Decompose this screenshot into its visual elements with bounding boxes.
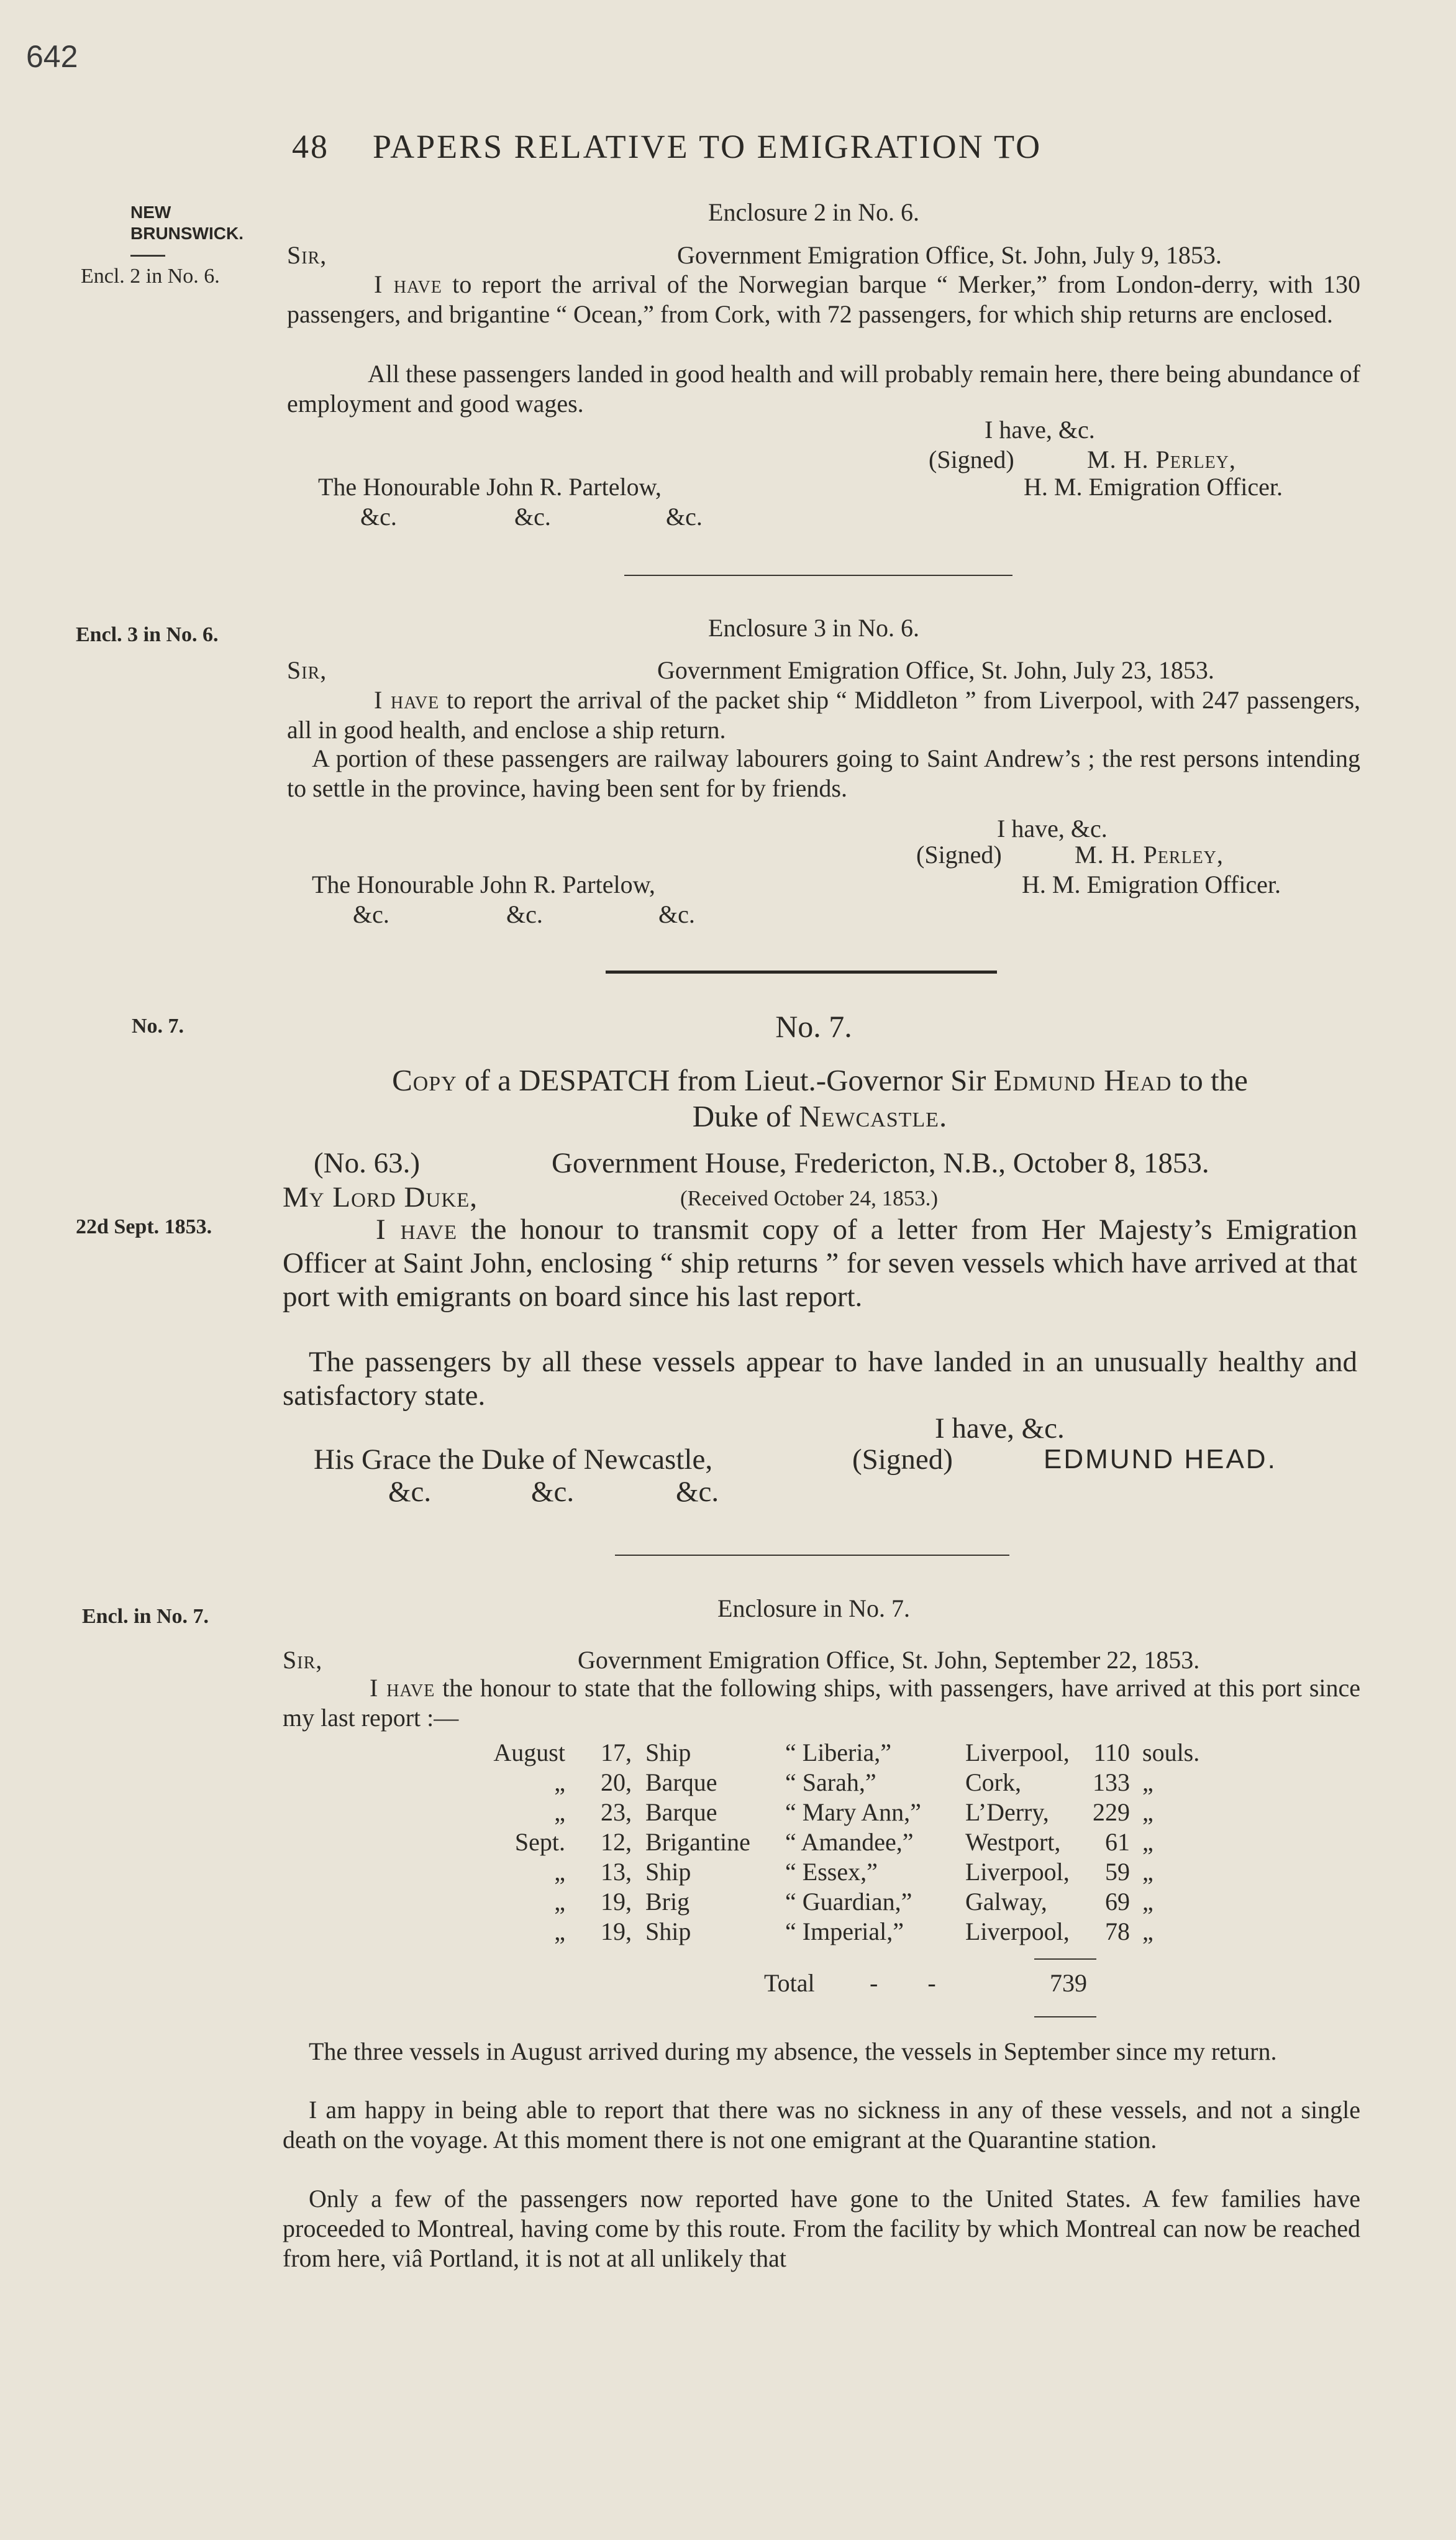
margin-encl-7: Encl. in No. 7. [82, 1605, 209, 1628]
ship-port: L’Derry, [965, 1798, 1049, 1826]
no7-p1-start: I have [376, 1213, 458, 1246]
ship-type: Brigantine [645, 1827, 750, 1856]
ship-month: August [493, 1738, 565, 1766]
no7-ref: (No. 63.) [314, 1147, 420, 1179]
ship-type: Ship [645, 1917, 691, 1945]
encl2-signed: (Signed) [929, 445, 1014, 473]
ship-name: “ Guardian,” [785, 1887, 912, 1916]
ship-unit: „ [1142, 1887, 1153, 1916]
no7-signer: EDMUND HEAD. [1044, 1444, 1277, 1474]
section-divider [624, 575, 1012, 576]
encl3-signed: (Signed) [916, 841, 1002, 869]
no7-title-duke: Duke of [692, 1099, 791, 1133]
encl7-paragraph-3: I am happy in being able to report that there was no sickness in any of these vessels, and not a single death on the voyage. At this moment there is not one emigrant at the Quarantine station. [283, 2096, 1360, 2154]
running-head-number: 48 [292, 128, 329, 165]
no7-title-line-2 [286, 1100, 1354, 1133]
ships-table [453, 1737, 1217, 1946]
encl3-p1-text: to report the arrival of the packet ship “ Middleton ” from Liverpool, with 247 passengers, all in good health, and enclose a ship return. [287, 686, 1361, 744]
no7-signed: (Signed) [852, 1443, 953, 1476]
no7-title-to: to the [1179, 1063, 1248, 1097]
ship-day: 20, [601, 1768, 632, 1796]
ship-unit: „ [1142, 1857, 1153, 1886]
no7-title-sender: Edmund Head [993, 1063, 1172, 1097]
no7-p1-text: the honour to transmit copy of a letter from Her Majesty’s Emigration Officer at Saint John, enclosing “ ship returns ” for seven vessels which have arrived at that port with emigrants on board since his last report. [283, 1213, 1358, 1313]
encl3-signer: M. H. Perley, [1075, 841, 1224, 869]
ship-count: 69 [1105, 1887, 1130, 1916]
section-divider-2 [615, 1555, 1009, 1556]
ship-port: Westport, [965, 1827, 1061, 1856]
ship-count: 59 [1105, 1857, 1130, 1886]
encl2-paragraph-2: All these passengers landed in good health and will probably remain here, there being abundance of employment and good wages. [287, 360, 1360, 418]
encl2-addressee: The Honourable John R. Partelow, [318, 473, 662, 501]
no7-received: (Received October 24, 1853.) [680, 1186, 938, 1210]
ship-port: Cork, [965, 1768, 1021, 1796]
total-value: 739 [1050, 1969, 1087, 1997]
ship-name: “ Mary Ann,” [785, 1798, 921, 1826]
ship-port: Liverpool, [965, 1738, 1070, 1766]
no7-etc-1: &c. [388, 1476, 432, 1508]
encl2-heading: Enclosure 2 in No. 6. [708, 198, 919, 226]
encl3-etc-3: &c. [658, 900, 695, 928]
ship-month: „ [554, 1887, 565, 1916]
no7-etc-3: &c. [676, 1476, 719, 1508]
total-rule-top [1034, 1958, 1096, 1960]
document-divider [606, 971, 997, 974]
ship-type: Ship [645, 1857, 691, 1886]
ship-row [453, 1797, 1217, 1827]
ship-month: „ [554, 1857, 565, 1886]
no7-addressee: His Grace the Duke of Newcastle, [314, 1443, 713, 1476]
encl2-p1-text: to report the arrival of the Norwegian barque “ Merker,” from London-derry, with 130 passengers, and brigantine “ Ocean,” from Cork, with 72 passengers, for which ship returns are enclosed. [287, 270, 1361, 328]
encl7-place-date: Government Emigration Office, St. John, September 22, 1853. [578, 1646, 1200, 1674]
no7-close: I have, &c. [935, 1412, 1065, 1445]
ship-unit: „ [1142, 1798, 1153, 1826]
margin-date: 22d Sept. 1853. [76, 1215, 212, 1238]
ship-name: “ Imperial,” [785, 1917, 904, 1945]
no7-title-newcastle: Newcastle. [799, 1099, 948, 1133]
encl3-paragraph-2: A portion of these passengers are railway labourers going to Saint Andrew’s ; the rest persons intending to settle in the province, having been sent for by friends. [287, 744, 1360, 802]
ship-port: Liverpool, [965, 1917, 1070, 1945]
total-dashes: - - [870, 1969, 936, 1997]
encl3-place-date: Government Emigration Office, St. John, July 23, 1853. [657, 656, 1214, 684]
encl7-paragraph-2: The three vessels in August arrived during my absence, the vessels in September since my return. [309, 2037, 1277, 2065]
encl3-etc-1: &c. [353, 900, 389, 928]
ship-day: 17, [601, 1738, 632, 1766]
encl7-heading: Enclosure in No. 7. [717, 1594, 910, 1622]
margin-no-7: No. 7. [132, 1015, 184, 1038]
encl7-paragraph-4: Only a few of the passengers now reported have gone to the United States. A few families have proceeded to Montreal, having come by this route. From the facility by which Montreal can now be reached from here, viâ Portland, it is not at all unlikely that [283, 2185, 1360, 2272]
ship-month: „ [554, 1917, 565, 1945]
ship-count: 229 [1093, 1798, 1130, 1826]
encl2-close: I have, &c. [985, 416, 1095, 444]
ship-row [453, 1827, 1217, 1857]
margin-encl-2: Encl. 2 in No. 6. [81, 265, 220, 288]
ship-row [453, 1857, 1217, 1886]
ship-count: 78 [1105, 1917, 1130, 1945]
ship-count: 133 [1093, 1768, 1130, 1796]
ship-type: Barque [645, 1798, 717, 1826]
total-label: Total [764, 1969, 815, 1997]
ship-name: “ Essex,” [785, 1857, 878, 1886]
ship-unit: „ [1142, 1827, 1153, 1856]
ship-day: 13, [601, 1857, 632, 1886]
ship-row [453, 1737, 1217, 1767]
encl2-signer-title: H. M. Emigration Officer. [1024, 473, 1283, 501]
ship-name: “ Amandee,” [785, 1827, 914, 1856]
encl7-p1-start: I have [370, 1674, 435, 1702]
no7-paragraph-2: The passengers by all these vessels appear to have landed in an unusually healthy and satisfactory state. [283, 1346, 1357, 1412]
ship-type: Barque [645, 1768, 717, 1796]
no7-salutation: My Lord Duke, [283, 1181, 478, 1213]
encl7-salutation: Sir, [283, 1646, 323, 1674]
encl2-etc-2: &c. [514, 503, 551, 531]
ship-month: Sept. [514, 1827, 565, 1856]
ships-table-body [453, 1737, 1217, 1946]
encl7-paragraph-1 [283, 1673, 1360, 1733]
ship-type: Ship [645, 1738, 691, 1766]
ship-port: Liverpool, [965, 1857, 1070, 1886]
ship-row [453, 1886, 1217, 1916]
encl3-heading: Enclosure 3 in No. 6. [708, 614, 919, 642]
margin-encl-3: Encl. 3 in No. 6. [76, 623, 219, 646]
encl2-place-date: Government Emigration Office, St. John, July 9, 1853. [677, 241, 1222, 269]
encl7-p1-text: the honour to state that the following ships, with passengers, have arrived at this port since my last report :— [283, 1674, 1361, 1732]
encl2-p1-start: I have [374, 270, 442, 298]
ship-month: „ [554, 1768, 565, 1796]
encl3-etc-2: &c. [506, 900, 543, 928]
ship-unit: souls. [1142, 1738, 1200, 1766]
ship-day: 23, [601, 1798, 632, 1826]
encl2-salutation: Sir, [287, 241, 327, 269]
encl3-addressee: The Honourable John R. Partelow, [312, 870, 655, 898]
encl3-p1-start: I have [374, 686, 440, 714]
ship-count: 61 [1105, 1827, 1130, 1856]
ship-port: Galway, [965, 1887, 1047, 1916]
no7-etc-2: &c. [531, 1476, 575, 1508]
no7-title-despatch: of a DESPATCH from Lieut.-Governor Sir [465, 1063, 986, 1097]
ship-month: „ [554, 1798, 565, 1826]
ship-type: Brig [645, 1887, 690, 1916]
encl3-paragraph-1 [287, 685, 1360, 745]
ship-name: “ Liberia,” [785, 1738, 891, 1766]
page-number: 642 [26, 39, 78, 74]
ship-row [453, 1767, 1217, 1797]
running-head [292, 127, 1042, 166]
running-head-title: PAPERS RELATIVE TO EMIGRATION TO [373, 128, 1042, 165]
no7-title-line-1 [286, 1064, 1354, 1097]
no7-place-date: Government House, Fredericton, N.B., October 8, 1853. [552, 1147, 1209, 1179]
no7-title-copy: Copy [392, 1063, 457, 1097]
encl3-salutation: Sir, [287, 656, 327, 684]
total-rule-bottom [1034, 2016, 1096, 2017]
encl2-etc-3: &c. [666, 503, 703, 531]
encl2-signer: M. H. Perley, [1087, 445, 1236, 473]
ship-name: “ Sarah,” [785, 1768, 876, 1796]
no7-paragraph-1 [283, 1213, 1357, 1313]
ship-day: 19, [601, 1887, 632, 1916]
encl3-close: I have, &c. [997, 815, 1108, 843]
encl2-paragraph-1 [287, 270, 1360, 329]
encl2-etc-1: &c. [360, 503, 397, 531]
encl3-signer-title: H. M. Emigration Officer. [1022, 870, 1281, 898]
ship-unit: „ [1142, 1768, 1153, 1796]
ship-row [453, 1916, 1217, 1946]
ship-unit: „ [1142, 1917, 1153, 1945]
no7-heading: No. 7. [775, 1009, 852, 1044]
ship-day: 12, [601, 1827, 632, 1856]
ship-day: 19, [601, 1917, 632, 1945]
ship-count: 110 [1093, 1738, 1130, 1766]
